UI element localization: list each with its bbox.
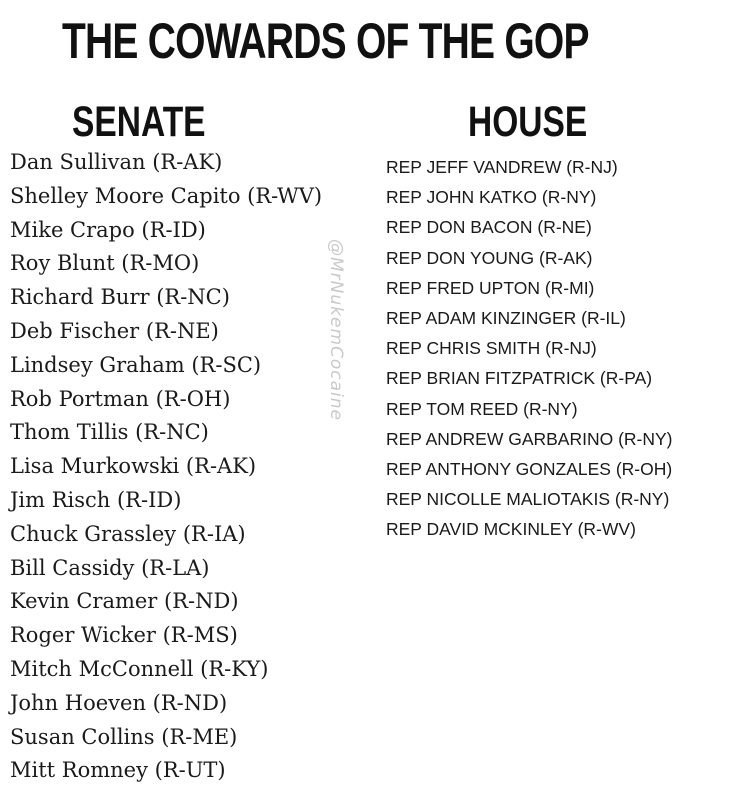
senate-member: Shelley Moore Capito (R-WV) <box>10 183 323 208</box>
senate-member: Lindsey Graham (R-SC) <box>10 352 262 377</box>
senate-member: Bill Cassidy (R-LA) <box>10 555 210 580</box>
senate-member: Jim Risch (R-ID) <box>10 487 182 512</box>
senate-member: Thom Tillis (R-NC) <box>10 420 209 445</box>
house-list <box>386 152 673 544</box>
senate-heading: SENATE <box>72 98 206 146</box>
senate-member: Rob Portman (R-OH) <box>10 386 231 411</box>
house-member: REP ADAM KINZINGER (R-IL) <box>386 307 626 328</box>
senate-member: Chuck Grassley (R-IA) <box>10 521 246 546</box>
senate-member: Roger Wicker (R-MS) <box>10 623 238 648</box>
senate-member: Lisa Murkowski (R-AK) <box>10 454 257 479</box>
senate-member: Dan Sullivan (R-AK) <box>10 150 223 174</box>
house-member: REP JEFF VANDREW (R-NJ) <box>386 157 618 177</box>
senate-member: Richard Burr (R-NC) <box>10 285 230 310</box>
senate-member: Mitch McConnell (R-KY) <box>10 656 269 681</box>
senate-member: Deb Fischer (R-NE) <box>10 318 219 343</box>
senate-member: Mitt Romney (R-UT) <box>10 758 226 783</box>
house-member: REP ANDREW GARBARINO (R-NY) <box>386 428 673 449</box>
house-heading: HOUSE <box>468 98 588 146</box>
house-member: REP FRED UPTON (R-MI) <box>386 277 595 298</box>
senate-member: John Hoeven (R-ND) <box>10 690 228 715</box>
house-member: REP DON BACON (R-NE) <box>386 217 592 238</box>
house-member: REP BRIAN FITZPATRICK (R-PA) <box>386 368 653 389</box>
house-member: REP NICOLLE MALIOTAKIS (R-NY) <box>386 489 670 510</box>
senate-member: Kevin Cramer (R-ND) <box>10 589 239 614</box>
senate-member: Roy Blunt (R-MO) <box>10 251 200 276</box>
house-member: REP DON YOUNG (R-AK) <box>386 247 593 268</box>
house-member: REP JOHN KATKO (R-NY) <box>386 187 597 208</box>
house-member: REP DAVID MCKINLEY (R-WV) <box>386 519 636 540</box>
senate-member: Mike Crapo (R-ID) <box>10 217 206 242</box>
house-member: REP CHRIS SMITH (R-NJ) <box>386 338 597 359</box>
house-member: REP ANTHONY GONZALES (R-OH) <box>386 458 673 479</box>
senate-member: Susan Collins (R-ME) <box>10 724 238 749</box>
watermark: @MrNukemCocaine <box>326 238 346 422</box>
page-title: THE COWARDS OF THE GOP <box>62 13 589 69</box>
senate-list <box>10 146 322 788</box>
house-member: REP TOM REED (R-NY) <box>386 398 578 419</box>
